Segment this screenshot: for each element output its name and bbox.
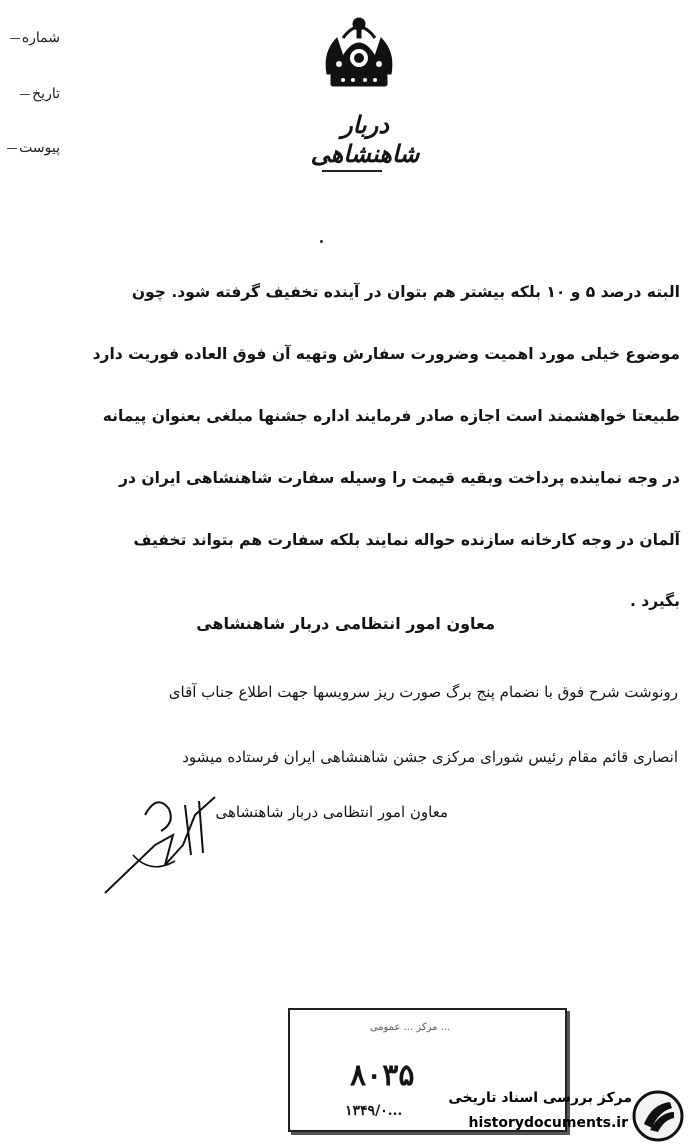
stamp-date: ۱۳۴۹/۰... bbox=[345, 1103, 403, 1119]
stamp-number: ۸۰۳۵ bbox=[350, 1058, 415, 1093]
letter-line-6: بگیرد . bbox=[629, 592, 680, 610]
letter-line-3: طبیعتا خواهشمند است اجازه صادر فرمایند اداره جشنها مبلغی بعنوان پیمانه bbox=[102, 407, 680, 425]
letter-line-2: موضوع خیلی مورد اهمیت وضرورت سفارش وتهیه آن فوق العاده فوریت دارد bbox=[92, 345, 680, 363]
date-label: تاریخ bbox=[32, 86, 60, 102]
history-documents-logo-icon bbox=[632, 1090, 684, 1142]
copy-line-1: رونوشت شرح فوق با نضمام پنج برگ صورت ریز سرویسها جهت اطلاع جناب آقای bbox=[168, 683, 678, 701]
letter-line-5: آلمان در وجه کارخانه سازنده حواله نمایند بلکه سفارت هم بتواند تخفیف bbox=[133, 531, 680, 549]
registry-stamp bbox=[288, 1008, 567, 1132]
stamp-caption: ... مرکز ... عمومی bbox=[369, 1022, 451, 1033]
date-field bbox=[0, 86, 60, 102]
number-label: شماره bbox=[21, 30, 60, 46]
handwritten-signature bbox=[95, 775, 235, 900]
watermark-url: historydocuments.ir bbox=[468, 1115, 628, 1131]
letter-line-4: در وجه نماینده پرداخت وبقیه قیمت را وسیله سفارت شاهنشاهی ایران در bbox=[119, 469, 680, 487]
attachment-label: پیوست bbox=[19, 140, 60, 156]
court-name: دربار شاهنشاهی bbox=[310, 110, 420, 168]
letter-line-1: البته درصد ۵ و ۱۰ بلکه بیشتر هم بتوان در آینده تخفیف گرفته شود. چون bbox=[131, 283, 680, 301]
pahlavi-crown-icon bbox=[313, 12, 405, 94]
copy-line-2: انصاری قائم مقام رئیس شورای مرکزی جشن شاهنشاهی ایران فرستاده میشود bbox=[182, 748, 678, 766]
copy-signatory: معاون امور انتظامی دربار شاهنشاهی bbox=[215, 803, 448, 821]
letter-signatory: معاون امور انتظامی دربار شاهنشاهی bbox=[196, 614, 495, 633]
watermark-persian: مرکز بررسی اسناد تاریخی bbox=[448, 1090, 632, 1106]
number-field bbox=[0, 30, 60, 46]
court-name-underline bbox=[322, 170, 382, 172]
attachment-field bbox=[0, 140, 60, 156]
ink-dot bbox=[320, 240, 323, 243]
